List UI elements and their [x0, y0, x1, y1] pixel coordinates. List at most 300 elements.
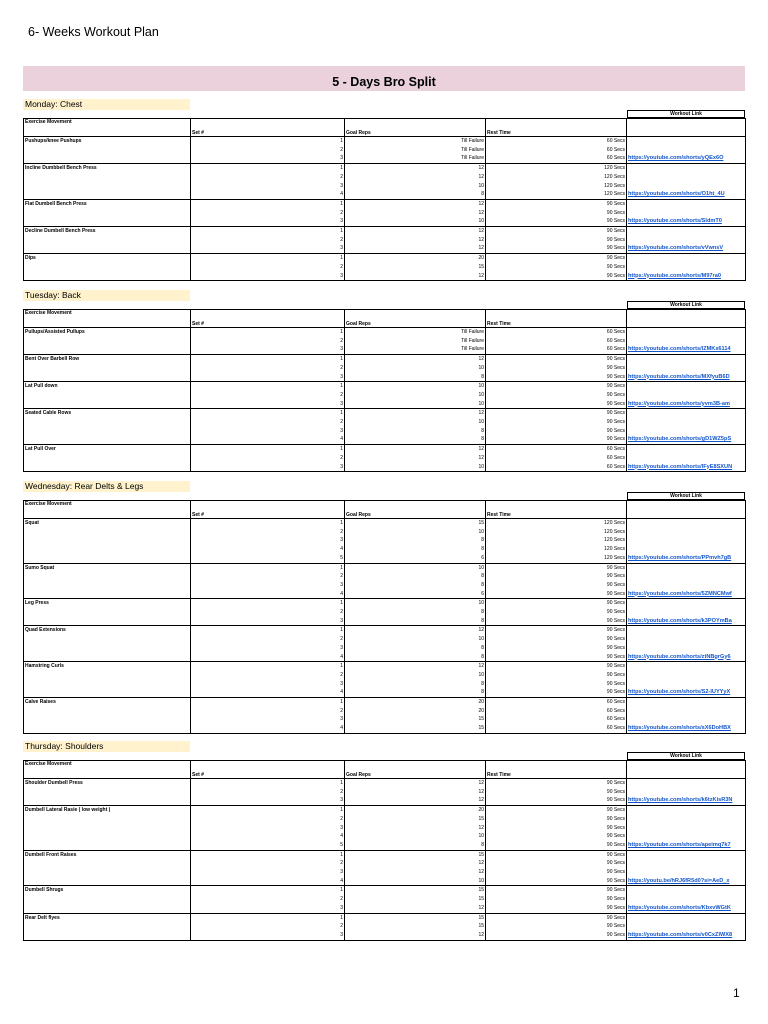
- rest-time: 90 Secs: [486, 895, 627, 904]
- rest-time: 120 Secs: [486, 164, 627, 173]
- set-number: 2: [191, 263, 345, 272]
- workout-link-cell: [627, 824, 746, 833]
- workout-link-cell: [627, 254, 746, 263]
- set-number: 3: [191, 427, 345, 436]
- rest-time: 90 Secs: [486, 653, 627, 662]
- workout-video-link[interactable]: https://youtube.com/shorts/k3POYmBa: [628, 617, 732, 624]
- column-header-set: Set #: [191, 310, 345, 328]
- workout-link-cell: [627, 355, 746, 364]
- table-row: [24, 382, 746, 391]
- goal-reps: 12: [345, 788, 486, 797]
- set-number: 1: [191, 328, 345, 337]
- table-row: [24, 519, 746, 528]
- rest-time: 90 Secs: [486, 608, 627, 617]
- set-number: 2: [191, 418, 345, 427]
- goal-reps: 15: [345, 724, 486, 733]
- workout-table: [23, 760, 746, 941]
- set-number: 5: [191, 554, 345, 563]
- rest-time: 120 Secs: [486, 173, 627, 182]
- workout-link-cell: [627, 190, 746, 199]
- set-number: 1: [191, 382, 345, 391]
- rest-time: 90 Secs: [486, 688, 627, 697]
- workout-link-cell: [627, 454, 746, 463]
- workout-link-header: Workout Link: [627, 110, 745, 118]
- rest-time: 90 Secs: [486, 671, 627, 680]
- set-number: 2: [191, 815, 345, 824]
- workout-link-cell: [627, 545, 746, 554]
- set-number: 3: [191, 715, 345, 724]
- rest-time: 90 Secs: [486, 626, 627, 635]
- exercise-name: Pushups/knee Pushups: [24, 137, 191, 164]
- workout-link-cell: [627, 373, 746, 382]
- set-number: 1: [191, 698, 345, 707]
- set-number: 1: [191, 445, 345, 454]
- workout-link-cell: [627, 715, 746, 724]
- set-number: 3: [191, 400, 345, 409]
- table-row: [24, 662, 746, 671]
- workout-link-cell: [627, 400, 746, 409]
- goal-reps: 12: [345, 904, 486, 913]
- column-header-set: Set #: [191, 501, 345, 519]
- goal-reps: 15: [345, 519, 486, 528]
- goal-reps: 12: [345, 868, 486, 877]
- goal-reps: 12: [345, 626, 486, 635]
- goal-reps: 12: [345, 824, 486, 833]
- set-number: 1: [191, 626, 345, 635]
- set-number: 4: [191, 545, 345, 554]
- rest-time: 90 Secs: [486, 617, 627, 626]
- workout-video-link[interactable]: https://youtube.com/shorts/lZMKs6114: [628, 346, 731, 353]
- set-number: 3: [191, 154, 345, 163]
- table-header-row: [24, 119, 746, 137]
- workout-link-cell: [627, 796, 746, 805]
- goal-reps: Till Failure: [345, 137, 486, 146]
- table-row: [24, 563, 746, 572]
- workout-video-link[interactable]: https://youtube.com/shorts/M97ra0: [628, 272, 721, 279]
- table-row: [24, 164, 746, 173]
- goal-reps: 8: [345, 653, 486, 662]
- workout-video-link[interactable]: https://youtube.com/shorts/S2-lUYYyX: [628, 689, 731, 696]
- goal-reps: 12: [345, 164, 486, 173]
- rest-time: 90 Secs: [486, 644, 627, 653]
- rest-time: 60 Secs: [486, 715, 627, 724]
- exercise-name: Dumbell Shrugs: [24, 886, 191, 913]
- exercise-name: Sumo Squat: [24, 563, 191, 599]
- rest-time: 90 Secs: [486, 199, 627, 208]
- workout-link-cell: [627, 931, 746, 940]
- workout-link-cell: [627, 137, 746, 146]
- goal-reps: 8: [345, 572, 486, 581]
- set-number: 4: [191, 435, 345, 444]
- workout-link-cell: [627, 173, 746, 182]
- goal-reps: 12: [345, 355, 486, 364]
- goal-reps: 12: [345, 779, 486, 788]
- set-number: 2: [191, 895, 345, 904]
- rest-time: 90 Secs: [486, 355, 627, 364]
- set-number: 2: [191, 528, 345, 537]
- workout-video-link[interactable]: https://youtube.com/shorts/KbxvWGtK: [628, 904, 731, 911]
- goal-reps: 10: [345, 217, 486, 226]
- set-number: 2: [191, 608, 345, 617]
- rest-time: 90 Secs: [486, 662, 627, 671]
- column-header-link-spacer: [627, 761, 746, 779]
- workout-video-link[interactable]: https://youtube.com/shorts/PPmvh7gB: [628, 554, 732, 561]
- table-row: [24, 698, 746, 707]
- workout-video-link[interactable]: https://youtube.com/shorts/vVwnsV: [628, 245, 724, 252]
- goal-reps: 10: [345, 832, 486, 841]
- workout-link-cell: [627, 724, 746, 733]
- goal-reps: 8: [345, 617, 486, 626]
- rest-time: 120 Secs: [486, 528, 627, 537]
- workout-video-link[interactable]: https://youtube.com/shorts/yQEx6O: [628, 155, 724, 162]
- goal-reps: 10: [345, 877, 486, 886]
- exercise-name: Lat Pull down: [24, 382, 191, 409]
- exercise-name: Bent Over Barbell Row: [24, 355, 191, 382]
- table-row: [24, 599, 746, 608]
- workout-video-link[interactable]: https://youtube.com/shorts/v0CxZlWX8: [628, 931, 733, 938]
- goal-reps: 20: [345, 707, 486, 716]
- workout-link-cell: [627, 913, 746, 922]
- set-number: 3: [191, 373, 345, 382]
- rest-time: 90 Secs: [486, 788, 627, 797]
- column-header-link-spacer: [627, 501, 746, 519]
- goal-reps: 20: [345, 806, 486, 815]
- rest-time: 60 Secs: [486, 707, 627, 716]
- set-number: 1: [191, 164, 345, 173]
- workout-link-cell: [627, 519, 746, 528]
- rest-time: 90 Secs: [486, 599, 627, 608]
- set-number: 3: [191, 272, 345, 281]
- column-header-set: Set #: [191, 119, 345, 137]
- workout-link-cell: [627, 272, 746, 281]
- rest-time: 60 Secs: [486, 345, 627, 354]
- table-row: [24, 445, 746, 454]
- day-label: Tuesday: Back: [23, 290, 190, 301]
- rest-time: 60 Secs: [486, 454, 627, 463]
- goal-reps: 10: [345, 400, 486, 409]
- goal-reps: 12: [345, 931, 486, 940]
- goal-reps: 12: [345, 409, 486, 418]
- set-number: 1: [191, 806, 345, 815]
- goal-reps: 8: [345, 536, 486, 545]
- exercise-name: Dips: [24, 254, 191, 281]
- goal-reps: 15: [345, 895, 486, 904]
- workout-link-cell: [627, 688, 746, 697]
- table-row: [24, 227, 746, 236]
- rest-time: 90 Secs: [486, 373, 627, 382]
- workout-link-header: Workout Link: [627, 752, 745, 760]
- rest-time: 90 Secs: [486, 931, 627, 940]
- set-number: 3: [191, 824, 345, 833]
- set-number: 4: [191, 590, 345, 599]
- set-number: 3: [191, 345, 345, 354]
- day-label: Wednesday: Rear Delts & Legs: [23, 481, 190, 492]
- rest-time: 90 Secs: [486, 236, 627, 245]
- rest-time: 90 Secs: [486, 209, 627, 218]
- workout-link-cell: [627, 217, 746, 226]
- workout-link-cell: [627, 418, 746, 427]
- goal-reps: 10: [345, 671, 486, 680]
- set-number: 2: [191, 788, 345, 797]
- rest-time: 90 Secs: [486, 400, 627, 409]
- set-number: 2: [191, 146, 345, 155]
- set-number: 2: [191, 337, 345, 346]
- rest-time: 60 Secs: [486, 463, 627, 472]
- workout-link-cell: [627, 581, 746, 590]
- goal-reps: 8: [345, 427, 486, 436]
- rest-time: 90 Secs: [486, 244, 627, 253]
- exercise-name: Dumbell Front Raises: [24, 850, 191, 886]
- set-number: 3: [191, 931, 345, 940]
- workout-video-link[interactable]: https://youtube.com/shorts/sX6DoHBX: [628, 725, 731, 732]
- set-number: 3: [191, 463, 345, 472]
- goal-reps: 12: [345, 445, 486, 454]
- workout-link-cell: [627, 563, 746, 572]
- goal-reps: Till Failure: [345, 328, 486, 337]
- workout-link-cell: [627, 263, 746, 272]
- set-number: 1: [191, 563, 345, 572]
- workout-link-cell: [627, 868, 746, 877]
- goal-reps: 10: [345, 364, 486, 373]
- goal-reps: 6: [345, 590, 486, 599]
- table-row: [24, 199, 746, 208]
- rest-time: 90 Secs: [486, 859, 627, 868]
- goal-reps: 8: [345, 680, 486, 689]
- goal-reps: 15: [345, 886, 486, 895]
- goal-reps: 10: [345, 528, 486, 537]
- split-banner: 5 - Days Bro Split: [23, 66, 745, 91]
- rest-time: 120 Secs: [486, 182, 627, 191]
- set-number: 2: [191, 391, 345, 400]
- workout-link-cell: [627, 409, 746, 418]
- set-number: 1: [191, 850, 345, 859]
- column-header-rest: Rest Time: [486, 310, 627, 328]
- set-number: 1: [191, 913, 345, 922]
- goal-reps: 12: [345, 173, 486, 182]
- set-number: 2: [191, 454, 345, 463]
- workout-link-cell: [627, 337, 746, 346]
- set-number: 3: [191, 680, 345, 689]
- day-label: Thursday: Shoulders: [23, 741, 190, 752]
- set-number: 3: [191, 536, 345, 545]
- set-number: 1: [191, 137, 345, 146]
- table-row: [24, 850, 746, 859]
- table-row: [24, 137, 746, 146]
- goal-reps: 10: [345, 463, 486, 472]
- set-number: 2: [191, 707, 345, 716]
- goal-reps: 10: [345, 635, 486, 644]
- set-number: 4: [191, 724, 345, 733]
- workout-link-cell: [627, 427, 746, 436]
- workout-video-link[interactable]: https://youtube.com/shorts/5ZMNCMwf: [628, 590, 732, 597]
- table-header-row: [24, 310, 746, 328]
- column-header-set: Set #: [191, 761, 345, 779]
- set-number: 3: [191, 904, 345, 913]
- set-number: 4: [191, 877, 345, 886]
- rest-time: 90 Secs: [486, 563, 627, 572]
- goal-reps: 12: [345, 454, 486, 463]
- workout-video-link[interactable]: https://youtube.com/shorts/gD1WZ5pS: [628, 436, 732, 443]
- exercise-name: Pullups/Assisted Pullups: [24, 328, 191, 355]
- workout-video-link[interactable]: https://youtube.com/shorts/lFyE8SXUN: [628, 463, 733, 470]
- workout-link-cell: [627, 904, 746, 913]
- workout-link-cell: [627, 922, 746, 931]
- set-number: 3: [191, 644, 345, 653]
- rest-time: 90 Secs: [486, 841, 627, 850]
- rest-time: 90 Secs: [486, 815, 627, 824]
- set-number: 3: [191, 581, 345, 590]
- column-header-link-spacer: [627, 310, 746, 328]
- workout-link-cell: [627, 391, 746, 400]
- goal-reps: 20: [345, 254, 486, 263]
- set-number: 1: [191, 886, 345, 895]
- workout-link-cell: [627, 590, 746, 599]
- rest-time: 90 Secs: [486, 904, 627, 913]
- goal-reps: Till Failure: [345, 154, 486, 163]
- set-number: 2: [191, 364, 345, 373]
- workout-link-cell: [627, 850, 746, 859]
- exercise-name: Shoulder Dumbell Press: [24, 779, 191, 806]
- rest-time: 90 Secs: [486, 382, 627, 391]
- goal-reps: 12: [345, 272, 486, 281]
- workout-link-cell: [627, 182, 746, 191]
- exercise-name: Dumbell Lateral Rasie ( low weight ): [24, 806, 191, 851]
- table-row: [24, 913, 746, 922]
- workout-link-cell: [627, 680, 746, 689]
- rest-time: 90 Secs: [486, 272, 627, 281]
- exercise-name: Quad Extensions: [24, 626, 191, 662]
- workout-link-cell: [627, 895, 746, 904]
- rest-time: 120 Secs: [486, 536, 627, 545]
- set-number: 1: [191, 519, 345, 528]
- set-number: 3: [191, 796, 345, 805]
- rest-time: 90 Secs: [486, 877, 627, 886]
- rest-time: 90 Secs: [486, 832, 627, 841]
- exercise-name: Rear Delt flyes: [24, 913, 191, 940]
- day-label: Monday: Chest: [23, 99, 190, 110]
- rest-time: 60 Secs: [486, 146, 627, 155]
- goal-reps: 10: [345, 182, 486, 191]
- workout-link-cell: [627, 886, 746, 895]
- workout-link-cell: [627, 463, 746, 472]
- workout-link-cell: [627, 364, 746, 373]
- set-number: 4: [191, 832, 345, 841]
- rest-time: 90 Secs: [486, 886, 627, 895]
- workout-link-cell: [627, 644, 746, 653]
- workout-table: [23, 118, 746, 281]
- goal-reps: 20: [345, 698, 486, 707]
- column-header-rest: Rest Time: [486, 501, 627, 519]
- workout-video-link[interactable]: https://youtube.com/shorts/yvm3B-am: [628, 400, 730, 407]
- workout-video-link[interactable]: https://youtube.com/shorts/O1ht_4U: [628, 191, 725, 198]
- workout-video-link[interactable]: https://youtube.com/shorts/MXfyuB6D: [628, 373, 730, 380]
- workout-link-cell: [627, 528, 746, 537]
- workout-link-cell: [627, 536, 746, 545]
- set-number: 3: [191, 617, 345, 626]
- goal-reps: 8: [345, 581, 486, 590]
- rest-time: 60 Secs: [486, 137, 627, 146]
- page-number: 1: [733, 986, 740, 1000]
- rest-time: 90 Secs: [486, 581, 627, 590]
- exercise-name: Lat Pull Over: [24, 445, 191, 472]
- set-number: 3: [191, 868, 345, 877]
- workout-link-header: Workout Link: [627, 492, 745, 500]
- set-number: 2: [191, 922, 345, 931]
- table-row: [24, 806, 746, 815]
- document-title: 6- Weeks Workout Plan: [28, 25, 159, 39]
- workout-link-cell: [627, 164, 746, 173]
- column-header-reps: Goal Reps: [345, 310, 486, 328]
- rest-time: 120 Secs: [486, 554, 627, 563]
- rest-time: 90 Secs: [486, 806, 627, 815]
- goal-reps: 15: [345, 263, 486, 272]
- rest-time: 90 Secs: [486, 779, 627, 788]
- goal-reps: 12: [345, 244, 486, 253]
- workout-link-cell: [627, 626, 746, 635]
- workout-link-cell: [627, 698, 746, 707]
- goal-reps: Till Failure: [345, 146, 486, 155]
- column-header-exercise: Exercise Movement: [24, 761, 191, 779]
- workout-video-link[interactable]: https://youtube.com/shorts/k6tzKisR3N: [628, 797, 733, 804]
- table-row: [24, 409, 746, 418]
- column-header-reps: Goal Reps: [345, 761, 486, 779]
- workout-video-link[interactable]: https://youtube.com/shorts/SldmT0: [628, 218, 722, 225]
- table-row: [24, 355, 746, 364]
- column-header-rest: Rest Time: [486, 119, 627, 137]
- workout-video-link[interactable]: https://youtu.be/hRJ6fR5d0?si=AeD_x: [628, 877, 730, 884]
- set-number: 1: [191, 409, 345, 418]
- workout-link-cell: [627, 859, 746, 868]
- rest-time: 90 Secs: [486, 409, 627, 418]
- table-row: [24, 328, 746, 337]
- rest-time: 120 Secs: [486, 190, 627, 199]
- table-row: [24, 779, 746, 788]
- workout-link-cell: [627, 328, 746, 337]
- workout-link-cell: [627, 671, 746, 680]
- set-number: 2: [191, 671, 345, 680]
- goal-reps: 15: [345, 850, 486, 859]
- set-number: 2: [191, 173, 345, 182]
- rest-time: 60 Secs: [486, 445, 627, 454]
- rest-time: 90 Secs: [486, 850, 627, 859]
- workout-link-cell: [627, 572, 746, 581]
- rest-time: 90 Secs: [486, 227, 627, 236]
- workout-link-cell: [627, 435, 746, 444]
- exercise-name: Incline Dumbbell Bench Press: [24, 164, 191, 200]
- workout-link-cell: [627, 599, 746, 608]
- rest-time: 90 Secs: [486, 254, 627, 263]
- workout-link-cell: [627, 779, 746, 788]
- exercise-name: Flat Dumbell Bench Press: [24, 199, 191, 226]
- workout-link-cell: [627, 653, 746, 662]
- workout-video-link[interactable]: https://youtube.com/shorts/apeimq7k7: [628, 841, 731, 848]
- workout-link-cell: [627, 445, 746, 454]
- workout-link-cell: [627, 841, 746, 850]
- rest-time: 90 Secs: [486, 364, 627, 373]
- goal-reps: 12: [345, 227, 486, 236]
- goal-reps: 10: [345, 599, 486, 608]
- column-header-exercise: Exercise Movement: [24, 501, 191, 519]
- workout-video-link[interactable]: https://youtube.com/shorts/ztNBgrGy6: [628, 653, 731, 660]
- goal-reps: 10: [345, 563, 486, 572]
- workout-link-cell: [627, 345, 746, 354]
- workout-link-cell: [627, 832, 746, 841]
- goal-reps: 8: [345, 190, 486, 199]
- table-row: [24, 626, 746, 635]
- exercise-name: Hamstring Curls: [24, 662, 191, 698]
- rest-time: 90 Secs: [486, 590, 627, 599]
- set-number: 1: [191, 227, 345, 236]
